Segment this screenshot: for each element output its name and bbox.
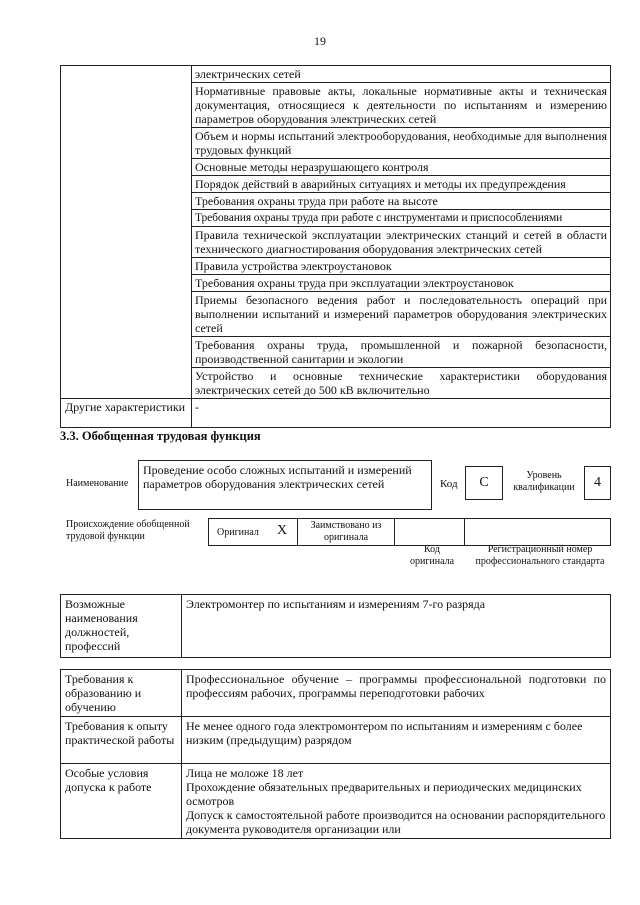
table-row [61, 764, 611, 839]
original-mark: X [277, 523, 288, 538]
education-value: Профессиональное обучение – программы профессиональной подготовки по профессиям рабочих, программы переподготовки рабочих [182, 670, 611, 717]
reg-number-caption: Регистрационный номер профессионального стандарта [475, 544, 605, 567]
special-conditions-label: Особые условия допуска к работе [61, 764, 182, 839]
code-box [465, 466, 503, 500]
reg-number-cell [465, 518, 611, 546]
table-row [61, 595, 611, 658]
knowledge-item: Нормативные правовые акты, локальные нормативные акты и техническая документация, относящиеся к деятельности по испытаниям и измерению параметров оборудования электрических сетей [192, 83, 611, 128]
knowledge-table [60, 65, 611, 428]
table-row [61, 670, 611, 717]
page-number: 19 [314, 34, 326, 48]
knowledge-item: Правила устройства электроустановок [192, 258, 611, 275]
original-cell [208, 518, 298, 546]
knowledge-item: Приемы безопасного ведения работ и последовательность операций при выполнении испытаний и измерений параметров оборудования электрических сетей [192, 292, 611, 337]
knowledge-item: Требования охраны труда при работе с инструментами и приспособлениями [192, 210, 611, 227]
original-label: Оригинал [217, 527, 259, 538]
origin-table [208, 518, 611, 546]
knowledge-item: электрических сетей [192, 66, 611, 83]
origin-code-cell [395, 518, 465, 546]
knowledge-item: Требования охраны труда при эксплуатации электроустановок [192, 275, 611, 292]
other-characteristics-label: Другие характеристики [61, 399, 192, 428]
knowledge-label-cell [61, 66, 192, 399]
code-label: Код [440, 478, 458, 490]
origin-label: Происхождение обобщенной трудовой функции [66, 519, 190, 542]
education-label: Требования к образованию и обучению [61, 670, 182, 717]
condition-line: Прохождение обязательных предварительных и периодических медицинских осмотров [186, 780, 582, 808]
knowledge-item: Объем и нормы испытаний электрооборудования, необходимые для выполнения трудовых функций [192, 128, 611, 159]
positions-label: Возможные наименования должностей, профессий [61, 595, 182, 658]
knowledge-item: Устройство и основные технические характеристики оборудования электрических сетей до 500 кВ включительно [192, 368, 611, 399]
code-value: С [479, 475, 489, 490]
table-row [61, 66, 611, 83]
positions-value: Электромонтер по испытаниям и измерениям 7-го разряда [182, 595, 611, 658]
table-row [61, 717, 611, 764]
level-value: 4 [594, 475, 601, 490]
other-characteristics-value: - [192, 399, 611, 428]
knowledge-item: Основные методы неразрушающего контроля [192, 159, 611, 176]
borrowed-label: Заимствовано из оригинала [310, 520, 382, 543]
experience-label: Требования к опыту практической работы [61, 717, 182, 764]
positions-table [60, 594, 611, 658]
requirements-table [60, 669, 611, 839]
condition-line: Допуск к самостоятельной работе производится на основании распорядительного документа руководителя организации или [186, 808, 606, 836]
gtf-name-value: Проведение особо сложных испытаний и измерений параметров оборудования электрических сетей [143, 463, 412, 491]
knowledge-item: Порядок действий в аварийных ситуациях и методы их предупреждения [192, 176, 611, 193]
level-label: Уровень квалификации [513, 470, 575, 493]
knowledge-item: Правила технической эксплуатации электрических станций и сетей в области технического диагностирования оборудования электрических сетей [192, 227, 611, 258]
section-title: 3.3. Обобщенная трудовая функция [60, 429, 261, 443]
table-row [61, 399, 611, 428]
name-label: Наименование [66, 478, 129, 489]
borrowed-cell [298, 518, 395, 546]
knowledge-item: Требования охраны труда, промышленной и пожарной безопасности, производственной санитарии и экологии [192, 337, 611, 368]
level-box [584, 466, 611, 500]
gtf-name-box [138, 460, 432, 510]
special-conditions-value [182, 764, 611, 839]
condition-line: Лица не моложе 18 лет [186, 766, 304, 780]
experience-value: Не менее одного года электромонтером по испытаниям и измерениям с более низким (предыдущим) разрядом [182, 717, 611, 764]
origin-code-caption: Код оригинала [409, 544, 455, 567]
knowledge-item: Требования охраны труда при работе на высоте [192, 193, 611, 210]
